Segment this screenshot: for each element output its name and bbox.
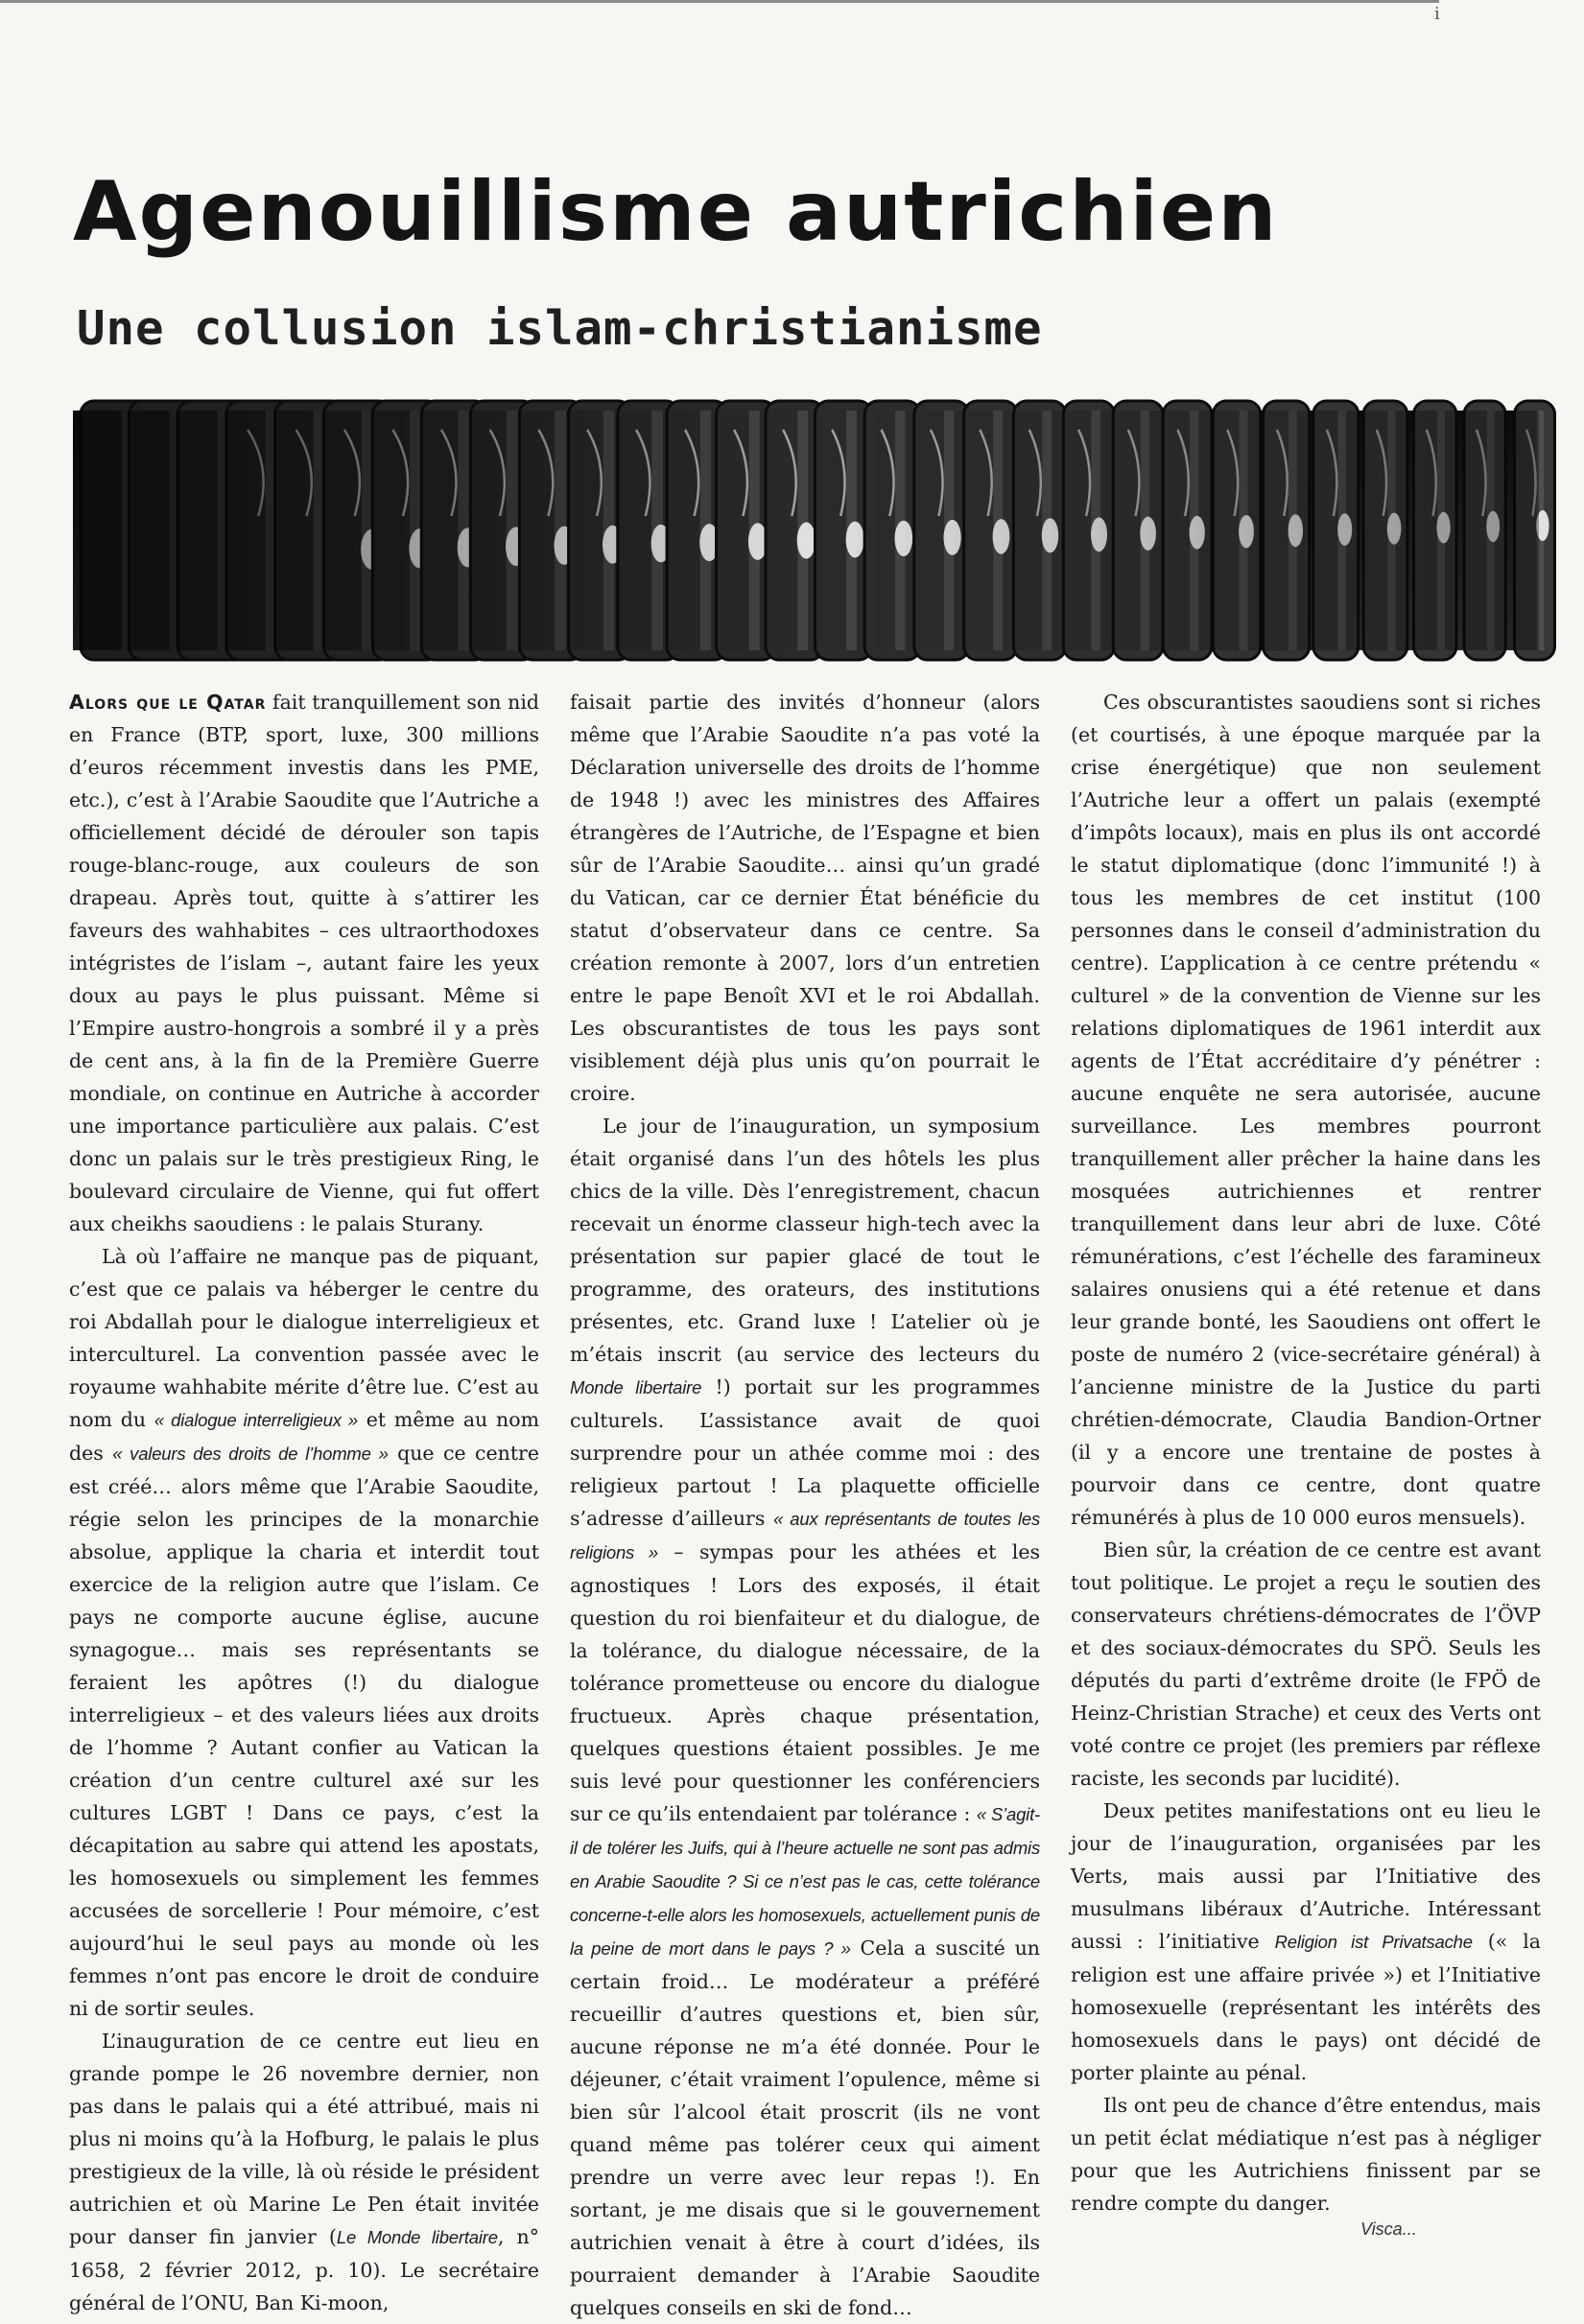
header-photo (73, 411, 1539, 650)
paragraph: L’inauguration de ce centre eut lieu en grande pompe le 26 novembre dernier, non pas dans le palais qui a été attribué, mais ni plus ni moins qu’à la Hofburg, le palais le plus prestigieux de la ville, là où réside le président autrichien et où Marine Le Pen était invitée pour danser fin janvier (Le Monde libertaire, n° 1658, 2 février 2012, p. 10). Le secrétaire général de l’ONU, Ban Ki-moon, (69, 2030, 539, 2314)
author-signature: Visca... (1360, 2219, 1417, 2239)
paragraph: Ils ont peu de chance d’être entendus, mais un petit éclat médiatique n’est pas à négliger pour que les Autrichiens finissent par se rendre compte du danger. (1071, 2094, 1541, 2215)
column-1 (69, 686, 540, 2314)
top-rule (0, 0, 1439, 3)
paragraph: Là où l’affaire ne manque pas de piquant, c’est que ce palais va héberger le centre du roi Abdallah pour le dialogue interreligieux et interculturel. La convention passée avec le royaume wahhabite mérite d’être lue. C’est au nom du « dialogue interreligieux » et même au nom des « valeurs des droits de l’homme » que ce centre est créé… alors même que l’Arabie Saoudite, régie selon les principes de la monarchie absolue, applique la charia et interdit tout exercice de la religion autre que l’islam. Ce pays ne comporte aucune église, aucune synagogue… mais ses représentants se feraient les apôtres (!) du dialogue interreligieux – et des valeurs liées aux droits de l’homme ? Autant confier au Vatican la création d’un centre culturel axé sur les cultures LGBT ! Dans ce pays, c’est la décapitation au sabre qui attend les apostats, les homosexuels ou simplement les femmes accusées de sorcellerie ! Pour mémoire, c’est aujourd’hui le seul pays au monde où les femmes n’ont pas encore le droit de conduire ni de sortir seules. (69, 1245, 540, 2020)
article-subtitle: Une collusion islam-christianisme (77, 301, 1043, 356)
paragraph: Bien sûr, la création de ce centre est avant tout politique. Le projet a reçu le soutien des conservateurs chrétiens-démocrates de l’ÖVP et des sociaux-démocrates du SPÖ. Seuls les députés du parti d’extrême droite (le FPÖ de Heinz-Christian Strache) et ceux des Verts ont voté contre ce projet (les premiers par réflexe raciste, les seconds par lucidité). (1071, 1538, 1541, 1790)
soldiers-in-line-illustration (73, 411, 1539, 650)
column-2 (570, 686, 1041, 2319)
lead-in: Alors que le Qatar (69, 691, 267, 714)
paragraph: Le jour de l’inauguration, un symposium était organisé dans l’un des hôtels les plus chics de la ville. Dès l’enregistrement, chacun recevait un énorme classeur high-tech avec la présentation sur papier glacé de tout le programme, des orateurs, des institutions présentes, etc. Grand luxe ! L’atelier où je m’étais inscrit (au service des lecteurs du Monde libertaire !) portait sur les programmes culturels. L’assistance avait de quoi surprendre pour un athée comme moi : des religieux partout ! La plaquette officielle s’adresse d’ailleurs « aux représentants de toutes les religions » – sympas pour les athées et les agnostiques ! Lors des exposés, il était question du roi bienfaiteur et du dialogue, de la tolérance, du dialogue nécessaire, de la tolérance prometteuse ou encore du dialogue fructueux. Après chaque présentation, quelques questions étaient possibles. Je me suis levé pour questionner les conférenciers sur ce qu’ils entendaient par tolérance : « S’agit-il de tolérer les Juifs, qui à l’heure actuelle ne sont pas admis en Arabie Saoudite ? Si ce n’est pas le cas, cette tolérance concerne-t-elle alors les homosexuels, actuellement punis de la peine de mort dans le pays ? » Cela a suscité un certain froid… Le modérateur a préféré recueillir d’autres questions et, bien sûr, aucune réponse ne m’a été donnée. Pour le déjeuner, c’était vraiment l’opulence, même si bien sûr l’alcool était proscrit (ils ne vont quand même pas tolérer ceux qui aiment prendre un verre avec leur repas !). En sortant, je me disais que si le gouvernement autrichien venait à être à court d’idées, ils pourraient demander à l’Arabie Saoudite quelques conseils en ski de fond… (570, 1115, 1041, 2319)
paragraph: Ces obscurantistes saoudiens sont si riches (et courtisés, à une époque marquée par la crise énergétique) que non seulement l’Autriche leur a offert un palais (exempté d’impôts locaux), mais en plus ils ont accordé le statut diplomatique (donc l’immunité !) à tous les membres de cet institut (100 personnes dans le conseil d’administration du centre). L’application à ce centre prétendu « culturel » de la convention de Vienne sur les relations diplomatiques de 1961 interdit aux agents de l’État accréditaire d’y pénétrer : aucune enquête ne sera autorisée, aucune surveillance. Les membres pourront tranquillement aller prêcher la haine dans les mosquées autrichiennes et rentrer tranquillement dans leur abri de luxe. Côté rémunérations, c’est l’échelle des faramineux salaires onusiens qui a été retenue et dans leur grande bonté, les Saoudiens ont offert le poste de numéro 2 (vice-secrétaire général) à l’ancienne ministre de la Justice du parti chrétien-démocrate, Claudia Bandion-Ortner (il y a encore une trentaine de postes à pourvoir dans ce centre, dont quatre rémunérés à plus de 10 000 euros mensuels). (1071, 691, 1541, 1529)
column-3 (1071, 686, 1541, 2220)
paragraph: Deux petites manifestations ont eu lieu le jour de l’inauguration, organisées par les Verts, mais aussi par l’Initiative des musulmans libéraux d’Autriche. Intéressant aussi : l’initiative Religion ist Privatsache (« la religion est une affaire privée ») et l’Initiative homosexuelle (représentant les intérêts des homosexuels dans le pays) ont décidé de porter plainte au pénal. (1071, 1799, 1542, 2084)
page-mark: i (1434, 4, 1440, 24)
paragraph: Alors que le Qatar fait tranquillement son nid en France (BTP, sport, luxe, 300 millions d’euros récemment investis dans les PME, etc.), c’est à l’Arabie Saoudite que l’Autriche a officiellement décidé de dérouler son tapis rouge-blanc-rouge, aux couleurs de son drapeau. Après tout, quitte à s’attirer les faveurs des wahhabites – ces ultraorthodoxes intégristes de l’islam –, autant faire les yeux doux au pays le plus puissant. Même si l’Empire austro-hongrois a sombré il y a près de cent ans, à la fin de la Première Guerre mondiale, on continue en Autriche à accorder une importance particulière aux palais. C’est donc un palais sur le très prestigieux Ring, le boulevard circulaire de Vienne, qui fut offert aux cheikhs saoudiens : le palais Sturany. (69, 691, 539, 1235)
paragraph: faisait partie des invités d’honneur (alors même que l’Arabie Saoudite n’a pas voté la Déclaration universelle des droits de l’homme de 1948 !) avec les ministres des Affaires étrangères de l’Autriche, de l’Espagne et bien sûr de l’Arabie Saoudite… ainsi qu’un gradé du Vatican, car ce dernier État bénéficie du statut d’observateur dans ce centre. Sa création remonte à 2007, lors d’un entretien entre le pape Benoît XVI et le roi Abdallah. Les obscurantistes de tous les pays sont visiblement déjà plus unis qu’on pourrait le croire. (570, 691, 1040, 1105)
article-title: Agenouillisme autrichien (73, 164, 1279, 260)
